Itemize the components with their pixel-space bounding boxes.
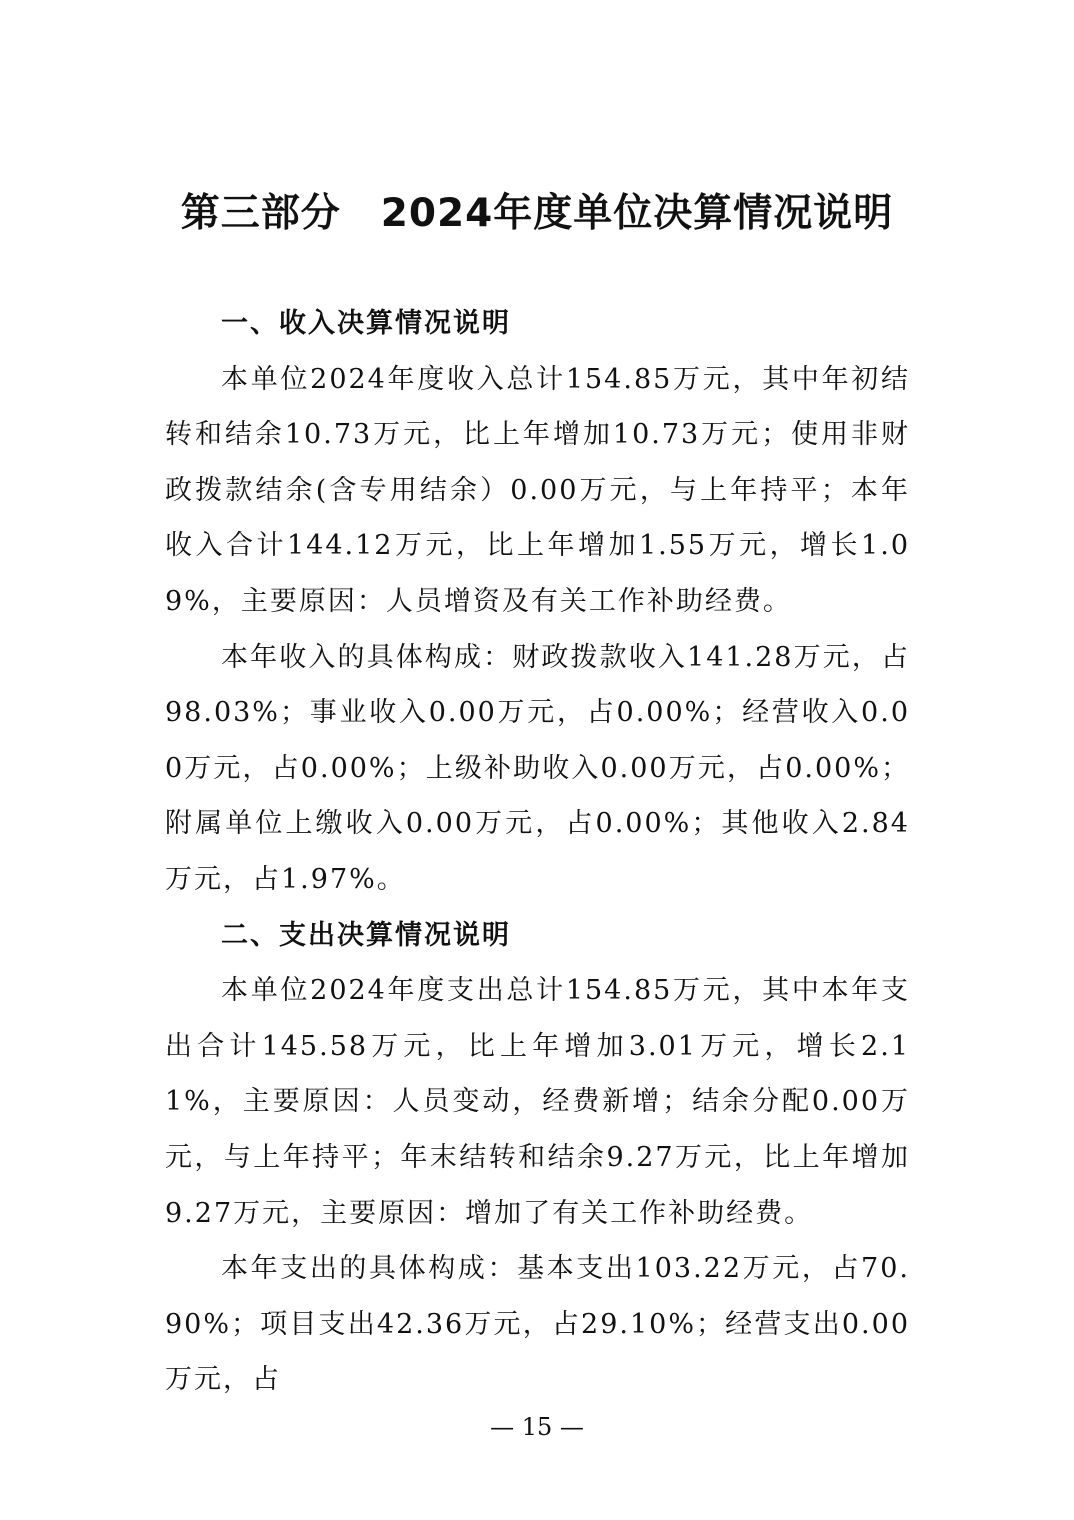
page-title: 第三部分 2024年度单位决算情况说明 xyxy=(180,191,894,236)
paragraph-expenditure-composition: 本年支出的具体构成：基本支出103.22万元，占70.90%；项目支出42.36万元，占29.10%；经营支出0.00万元，占 xyxy=(165,1253,910,1396)
page-number: — 15 — xyxy=(490,1413,584,1441)
document-body xyxy=(165,296,910,1408)
section-heading-expenditure: 二、支出决算情况说明 xyxy=(221,919,511,951)
paragraph-income-composition: 本年收入的具体构成：财政拨款收入141.28万元，占98.03%；事业收入0.00万元，占0.00%；经营收入0.00万元，占0.00%；上级补助收入0.00万元，占0.00%；附属单位上缴收入0.00万元，占0.00%；其他收入2.84万元，占1.97%。 xyxy=(165,641,910,895)
paragraph-income-total: 本单位2024年度收入总计154.85万元，其中年初结转和结余10.73万元，比上年增加10.73万元；使用非财政拨款结余(含专用结余）0.00万元，与上年持平；本年收入合计144.12万元，比上年增加1.55万元，增长1.09%，主要原因：人员增资及有关工作补助经费。 xyxy=(165,363,910,617)
paragraph-expenditure-total: 本单位2024年度支出总计154.85万元，其中本年支出合计145.58万元，比上年增加3.01万元，增长2.11%，主要原因：人员变动，经费新增；结余分配0.00万元，与上年持平；年末结转和结余9.27万元，比上年增加9.27万元，主要原因：增加了有关工作补助经费。 xyxy=(165,975,910,1229)
section-heading-income: 一、收入决算情况说明 xyxy=(221,308,511,339)
